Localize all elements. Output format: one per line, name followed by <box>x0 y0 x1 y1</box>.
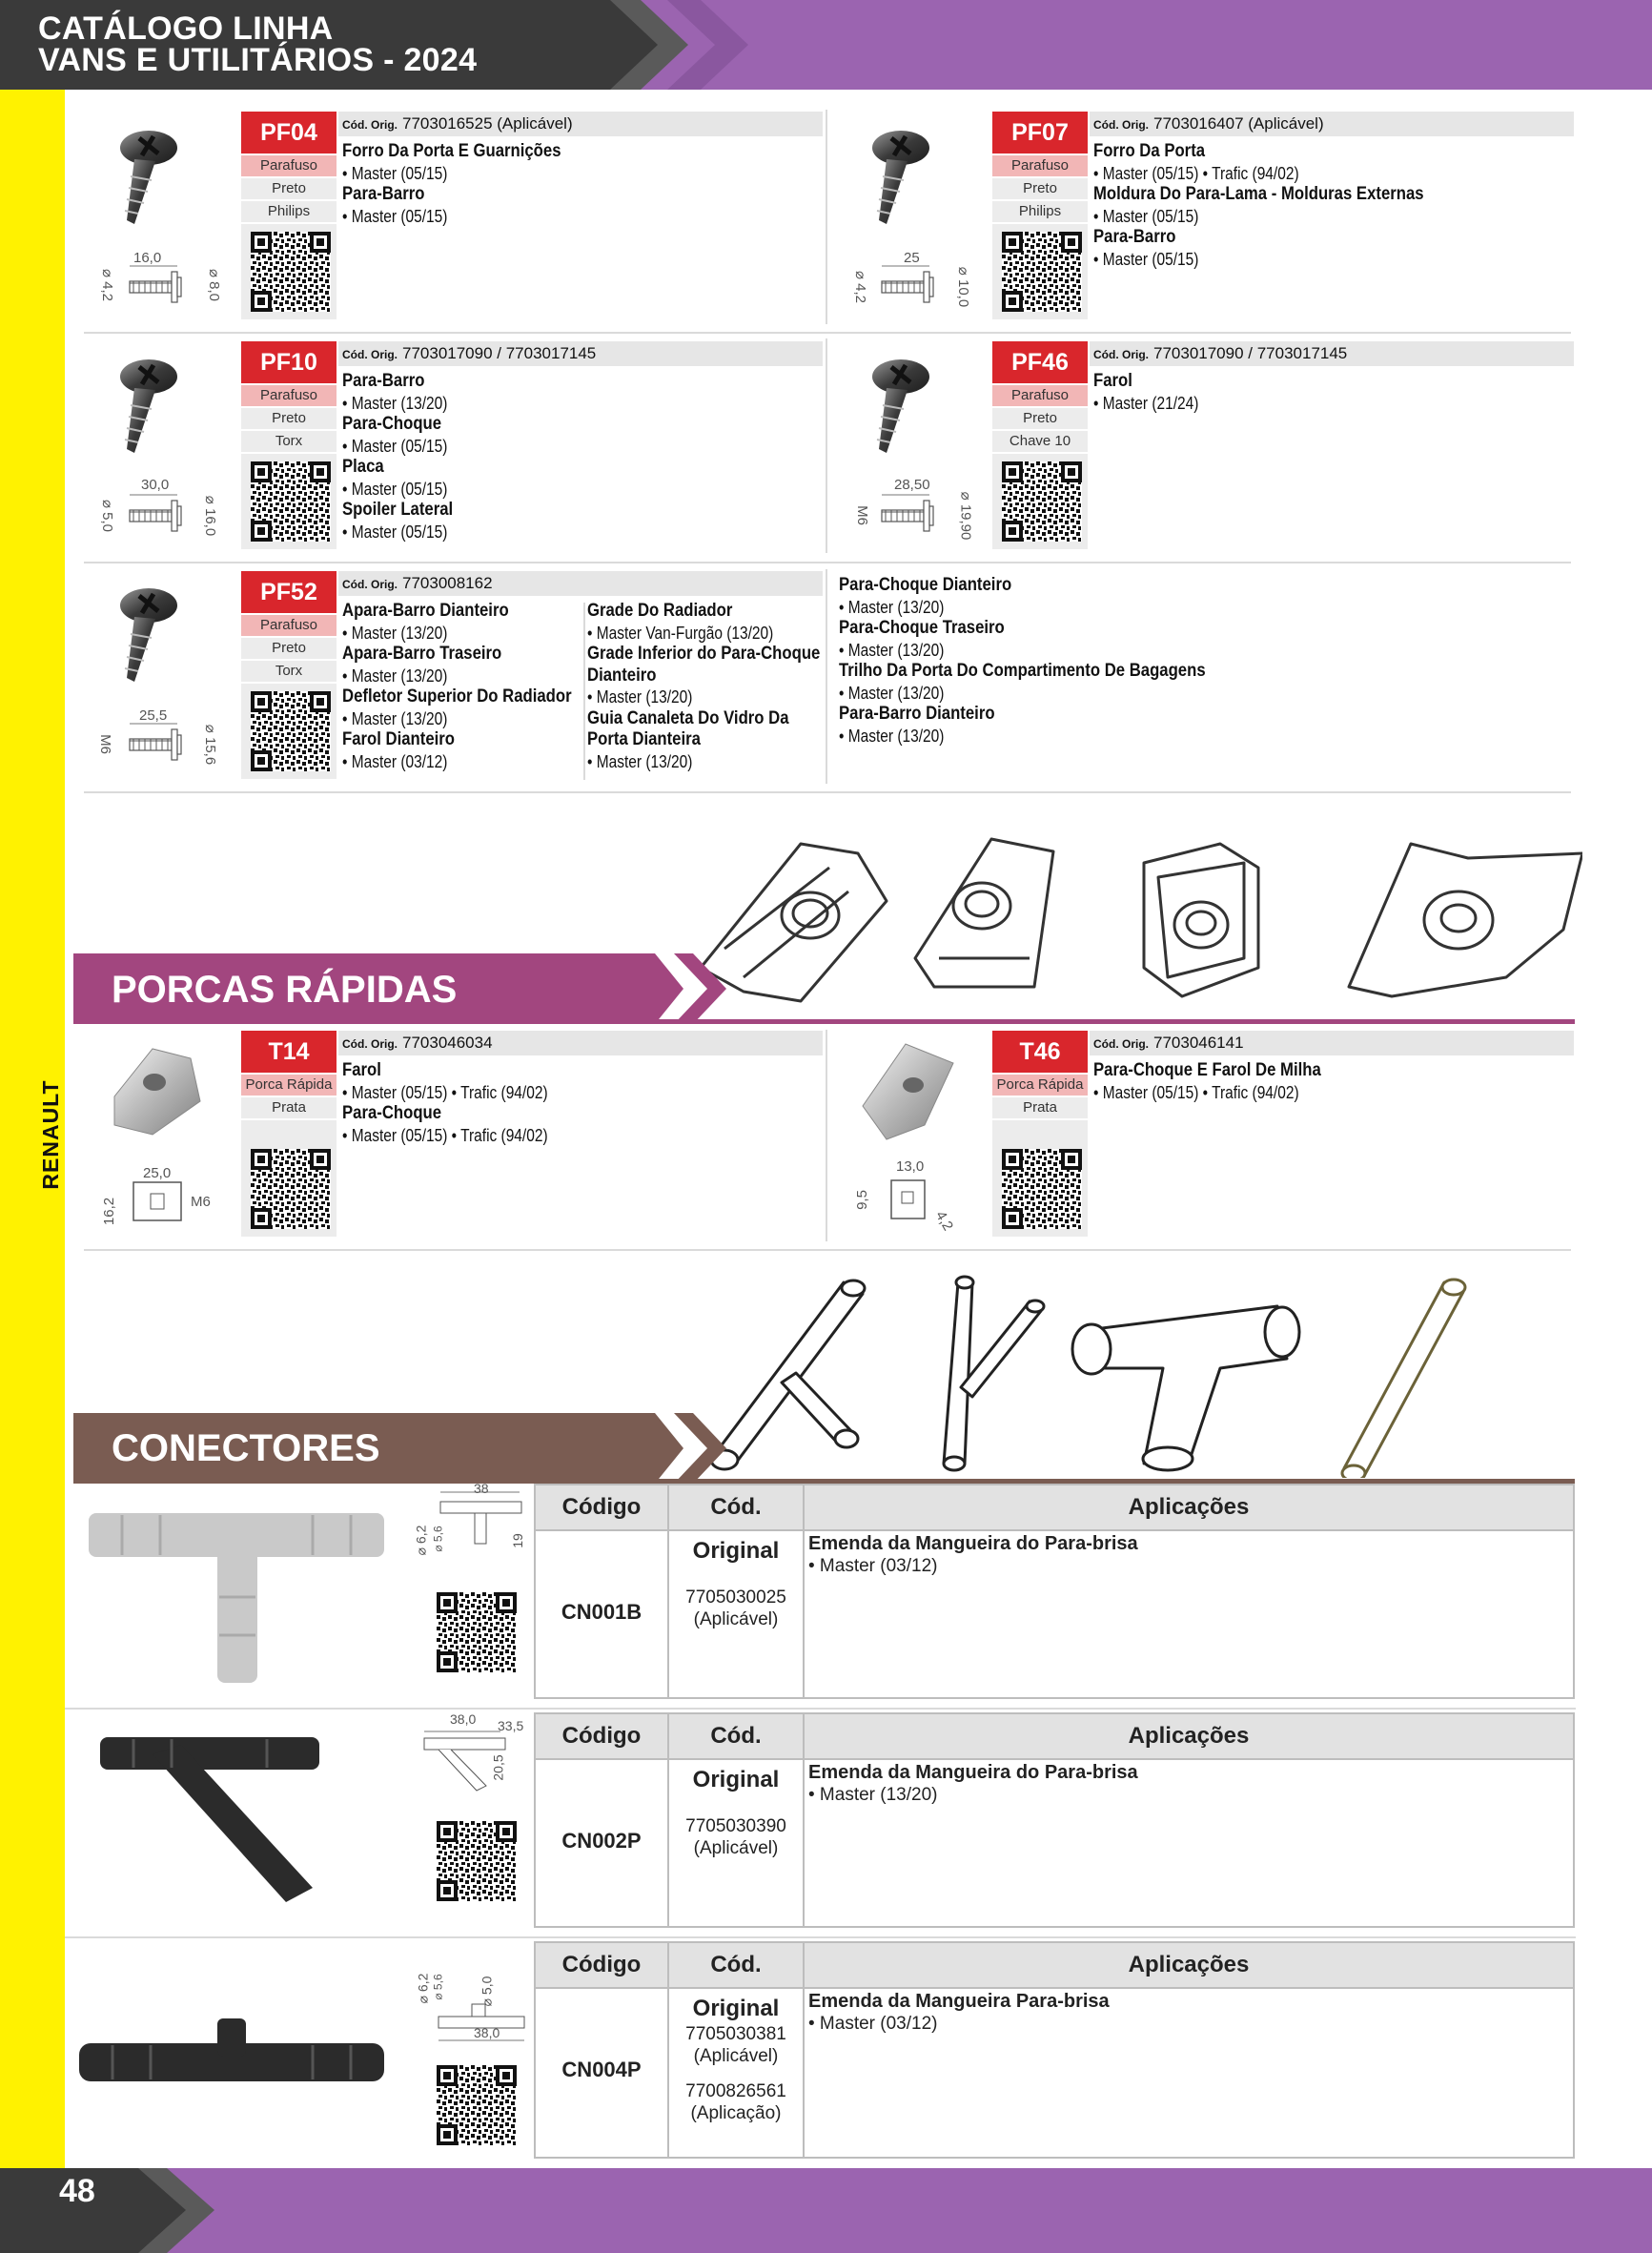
qr-code[interactable] <box>241 454 337 549</box>
qr-code[interactable] <box>434 1589 520 1675</box>
application-heading: Placa <box>342 457 384 477</box>
qr-code[interactable] <box>434 1818 520 1904</box>
table-rule <box>536 1987 1573 1989</box>
dimension-length: 30,0 <box>141 477 170 493</box>
dimension-length: 25 <box>904 250 920 266</box>
application-heading: Para-Choque E Farol De Milha <box>1093 1060 1321 1080</box>
original-code: 7703016525 (Aplicável) <box>402 114 573 133</box>
column-divider <box>826 338 827 553</box>
connector-dimension-drawing <box>415 1724 529 1810</box>
catalog-title-line2: VANS E UTILITÁRIOS - 2024 <box>38 42 478 78</box>
application-vehicle: • Master (13/20) <box>839 726 945 746</box>
dimension-head: ⌀ 15,6 <box>202 724 219 766</box>
table-rule <box>803 1485 805 1697</box>
application-vehicle: • Master (05/15) <box>1093 249 1199 269</box>
application-heading: Emenda da Mangueira Para-brisa <box>808 1991 1110 2012</box>
application-vehicle: • Master (13/20) <box>342 623 448 643</box>
row-divider <box>84 1249 1571 1251</box>
original-code-label: Cód. Orig. <box>1093 118 1149 132</box>
application-heading: Farol Dianteiro <box>342 729 455 749</box>
application-vehicle: • Master (05/15) • Trafic (94/02) <box>1093 1082 1299 1102</box>
application-vehicle: • Master (13/20) <box>342 393 448 413</box>
connector-original-code <box>669 1587 803 1630</box>
qr-code[interactable] <box>992 1141 1088 1237</box>
original-code: 7703046034 <box>402 1034 493 1052</box>
dimension-length: 38 <box>474 1481 489 1496</box>
dimension-height: 19 <box>509 1533 525 1548</box>
original-code-bar <box>1090 341 1574 366</box>
header-applications: Aplicações <box>805 1943 1573 1987</box>
product-code: PF46 <box>992 341 1088 383</box>
applications-list <box>587 601 852 772</box>
column-divider <box>826 110 827 324</box>
catalog-title-line1: CATÁLOGO LINHA <box>38 10 334 47</box>
original-code: 7703016407 (Aplicável) <box>1153 114 1324 133</box>
dimension-branch: ⌀ 5,0 <box>479 1976 495 2007</box>
row-divider <box>65 1936 1576 1938</box>
application-heading: Trilho Da Porta Do Compartimento De Bagagens <box>839 661 1206 681</box>
product-drive: Philips <box>241 201 337 222</box>
row-divider <box>84 791 1571 793</box>
original-code-line: 7705030025 <box>685 1587 786 1608</box>
application-heading: Grade Inferior do Para-Choque <box>587 644 821 664</box>
application-heading: Forro Da Porta <box>1093 141 1206 161</box>
dimension-branch: 33,5 <box>498 1718 524 1733</box>
application-heading: Guia Canaleta Do Vidro Da <box>587 707 789 728</box>
page-number: 48 <box>59 2173 95 2209</box>
application-heading: Forro Da Porta E Guarnições <box>342 141 561 161</box>
product-code: PF07 <box>992 112 1088 154</box>
connector-application <box>808 1991 1110 2035</box>
dimension-thread: M6 <box>96 734 113 754</box>
dimension-height: 20,5 <box>490 1754 506 1781</box>
column-divider <box>826 1030 827 1241</box>
application-vehicle: • Master (05/15) • Trafic (94/02) <box>342 1082 548 1102</box>
header-applications: Aplicações <box>805 1714 1573 1758</box>
application-heading: Spoiler Lateral <box>342 500 454 520</box>
dimension-length: 13,0 <box>896 1158 925 1175</box>
application-vehicle: • Master (03/12) <box>808 2014 938 2034</box>
application-heading: Emenda da Mangueira do Para-brisa <box>808 1533 1138 1554</box>
original-code-bar <box>338 1031 823 1055</box>
original-code-label: Cód. Orig. <box>1093 348 1149 361</box>
table-rule <box>803 1943 805 2157</box>
original-code-bar <box>338 341 823 366</box>
qr-code[interactable] <box>241 1141 337 1237</box>
application-heading: Para-Choque Traseiro <box>839 618 1005 638</box>
section-title-conectores: CONECTORES <box>112 1427 380 1469</box>
connector-application <box>808 1762 1138 1806</box>
product-type: Parafuso <box>241 385 337 406</box>
row-divider <box>84 332 1571 334</box>
original-code-note: (Aplicável) <box>693 1838 779 1858</box>
applications-list <box>342 371 468 543</box>
product-type: Porca Rápida <box>992 1075 1088 1096</box>
application-vehicle: • Master (13/20) <box>342 666 448 686</box>
application-vehicle: • Master (03/12) <box>342 751 448 771</box>
dimension-length: 16,0 <box>133 250 162 266</box>
product-finish: Prata <box>992 1097 1088 1118</box>
application-vehicle: • Master (13/20) <box>808 1785 938 1805</box>
product-drive: Chave 10 <box>992 431 1088 452</box>
product-drive: Torx <box>241 661 337 682</box>
connector-table <box>534 1484 1575 1699</box>
original-code: 7703046141 <box>1153 1034 1244 1052</box>
product-finish: Prata <box>241 1097 337 1118</box>
original-code-bar <box>1090 112 1574 136</box>
application-heading: Para-Choque Dianteiro <box>839 575 1012 595</box>
qr-code[interactable] <box>241 684 337 779</box>
connector-image <box>84 1502 398 1692</box>
product-code: PF04 <box>241 112 337 154</box>
original-code: 7703017090 / 7703017145 <box>402 344 597 362</box>
dimension-inner: ⌀ 5,6 <box>431 1526 445 1552</box>
application-heading: Moldura Do Para-Lama - Molduras Externas <box>1093 184 1424 204</box>
product-drive: Torx <box>241 431 337 452</box>
qr-code[interactable] <box>992 454 1088 549</box>
connector-code: CN001B <box>561 1600 642 1624</box>
original-code-bar <box>1090 1031 1574 1055</box>
qr-code[interactable] <box>992 224 1088 319</box>
dimension-hole: 4,2 <box>931 1208 957 1234</box>
dimension-shank: ⌀ 4,2 <box>99 268 116 302</box>
application-heading: Para-Barro <box>342 184 425 204</box>
product-drive: Philips <box>992 201 1088 222</box>
application-vehicle: • Master (05/15) <box>342 163 448 183</box>
original-code-label: Cód. Orig. <box>342 1037 398 1051</box>
application-vehicle: • Master Van-Furgão (13/20) <box>587 623 774 643</box>
application-vehicle: • Master (05/15) <box>1093 206 1199 226</box>
connector-image <box>95 1726 410 1916</box>
header-original: Cód. Original <box>669 1943 803 1987</box>
dimension-length: 28,50 <box>894 477 930 493</box>
dimension-outer: ⌀ 6,2 <box>415 1973 431 2004</box>
dimension-thread: M6 <box>191 1194 211 1210</box>
applications-list <box>342 601 602 772</box>
dimension-width: 9,5 <box>853 1190 870 1210</box>
dimension-length: 25,5 <box>139 707 168 724</box>
connector-image <box>74 1997 398 2102</box>
row-divider <box>84 562 1571 563</box>
connector-code: CN002P <box>561 1829 642 1853</box>
application-vehicle: • Master (13/20) <box>342 708 448 728</box>
application-vehicle: • Master (05/15) <box>342 206 448 226</box>
application-vehicle: • Master (05/15) <box>342 522 448 542</box>
application-vehicle: • Master (13/20) <box>839 640 945 660</box>
product-type: Parafuso <box>992 385 1088 406</box>
row-divider <box>65 1708 1576 1710</box>
original-code-line: 7705030390 <box>685 1816 786 1836</box>
application-vehicle: • Master (05/15) <box>342 436 448 456</box>
qr-code[interactable] <box>241 224 337 319</box>
dimension-length: 25,0 <box>143 1165 172 1181</box>
product-color: Preto <box>241 638 337 659</box>
dimension-inner: ⌀ 5,6 <box>431 1974 445 2000</box>
original-code-note: (Aplicável) <box>693 1609 779 1629</box>
applications-list <box>1093 141 1469 270</box>
product-code: T46 <box>992 1031 1088 1073</box>
table-rule <box>536 1529 1573 1531</box>
product-type: Parafuso <box>241 155 337 176</box>
applications-list <box>1093 371 1215 414</box>
application-heading: Apara-Barro Traseiro <box>342 644 502 664</box>
catalog-title <box>38 10 478 78</box>
dimension-head: ⌀ 19,90 <box>957 491 974 541</box>
dimension-head: ⌀ 8,0 <box>206 268 223 302</box>
connector-application <box>808 1533 1138 1577</box>
dimension-shank: ⌀ 5,0 <box>99 499 116 533</box>
product-type: Porca Rápida <box>241 1075 337 1096</box>
application-vehicle: • Master (13/20) <box>839 683 945 703</box>
header-code: Código <box>536 1485 667 1529</box>
header-applications: Aplicações <box>805 1485 1573 1529</box>
applications-list <box>342 141 591 227</box>
original-code-line: 7705030381 <box>685 2024 786 2044</box>
header-code: Código <box>536 1714 667 1758</box>
dimension-length: 38,0 <box>450 1711 477 1727</box>
original-code: 7703008162 <box>402 574 493 592</box>
application-heading: Dianteiro <box>587 665 657 686</box>
attribute-spacer <box>992 1120 1088 1141</box>
dimension-length: 38,0 <box>474 2025 500 2040</box>
application-vehicle: • Master (13/20) <box>587 687 693 707</box>
product-type: Parafuso <box>241 615 337 636</box>
connector-table <box>534 1712 1575 1928</box>
application-heading: Para-Choque <box>342 414 442 434</box>
product-color: Preto <box>241 178 337 199</box>
application-vehicle: • Master (13/20) <box>839 597 945 617</box>
application-vehicle: • Master (03/12) <box>808 1556 938 1576</box>
header-original: Cód. Original <box>669 1714 803 1758</box>
connector-code: CN004P <box>561 2058 642 2081</box>
original-code-label: Cód. Orig. <box>1093 1037 1149 1051</box>
original-code: 7703017090 / 7703017145 <box>1153 344 1348 362</box>
section-title-porcas: PORCAS RÁPIDAS <box>112 969 458 1011</box>
application-heading: Apara-Barro Dianteiro <box>342 601 509 621</box>
application-vehicle: • Master (05/15) • Trafic (94/02) <box>342 1125 548 1145</box>
product-color: Preto <box>992 178 1088 199</box>
dimension-thread: M6 <box>853 505 870 525</box>
application-vehicle: • Master (13/20) <box>587 751 693 771</box>
applications-list <box>839 575 1255 747</box>
original-code-bar <box>338 571 823 596</box>
product-color: Preto <box>241 408 337 429</box>
product-code: PF52 <box>241 571 337 613</box>
dimension-head: ⌀ 16,0 <box>202 495 219 537</box>
application-heading: Grade Do Radiador <box>587 601 733 621</box>
application-vehicle: • Master (21/24) <box>1093 393 1199 413</box>
connector-original-code <box>669 1815 803 1859</box>
original-code-line: 7700826561 <box>685 2081 786 2101</box>
product-code: T14 <box>241 1031 337 1073</box>
applications-list <box>1093 1060 1352 1103</box>
application-vehicle: • Master (05/15) • Trafic (94/02) <box>1093 163 1299 183</box>
application-heading: Para-Barro Dianteiro <box>839 704 995 724</box>
header-original: Cód. Original <box>669 1485 803 1529</box>
header-code: Código <box>536 1943 667 1987</box>
table-rule <box>536 1758 1573 1760</box>
table-rule <box>803 1714 805 1926</box>
attribute-spacer <box>241 1120 337 1141</box>
application-heading: Para-Barro <box>1093 227 1176 247</box>
applications-list <box>342 1060 581 1146</box>
original-code-label: Cód. Orig. <box>342 118 398 132</box>
application-heading: Para-Choque <box>342 1103 442 1123</box>
dimension-outer: ⌀ 6,2 <box>413 1525 429 1556</box>
original-code-note: (Aplicação) <box>690 2103 782 2123</box>
application-vehicle: • Master (05/15) <box>342 479 448 499</box>
application-heading: Defletor Superior Do Radiador <box>342 686 572 707</box>
original-code-label: Cód. Orig. <box>342 348 398 361</box>
original-code-label: Cód. Orig. <box>342 578 398 591</box>
product-color: Preto <box>992 408 1088 429</box>
dimension-head: ⌀ 10,0 <box>955 266 972 308</box>
application-heading: Para-Barro <box>342 371 425 391</box>
original-code-note: (Aplicável) <box>693 2046 779 2066</box>
dimension-shank: ⌀ 4,2 <box>852 270 869 304</box>
qr-code[interactable] <box>434 2062 520 2148</box>
connector-table <box>534 1941 1575 2159</box>
dimension-width: 16,2 <box>101 1197 118 1226</box>
page-footer <box>0 2168 1652 2253</box>
brand-label: RENAULT <box>38 1079 63 1190</box>
product-code: PF10 <box>241 341 337 383</box>
application-heading: Farol <box>342 1060 381 1080</box>
application-heading: Porta Dianteira <box>587 729 701 749</box>
connector-original-code <box>669 2023 803 2124</box>
product-type: Parafuso <box>992 155 1088 176</box>
application-heading: Emenda da Mangueira do Para-brisa <box>808 1762 1138 1783</box>
application-heading: Farol <box>1093 371 1132 391</box>
original-code-bar <box>338 112 823 136</box>
